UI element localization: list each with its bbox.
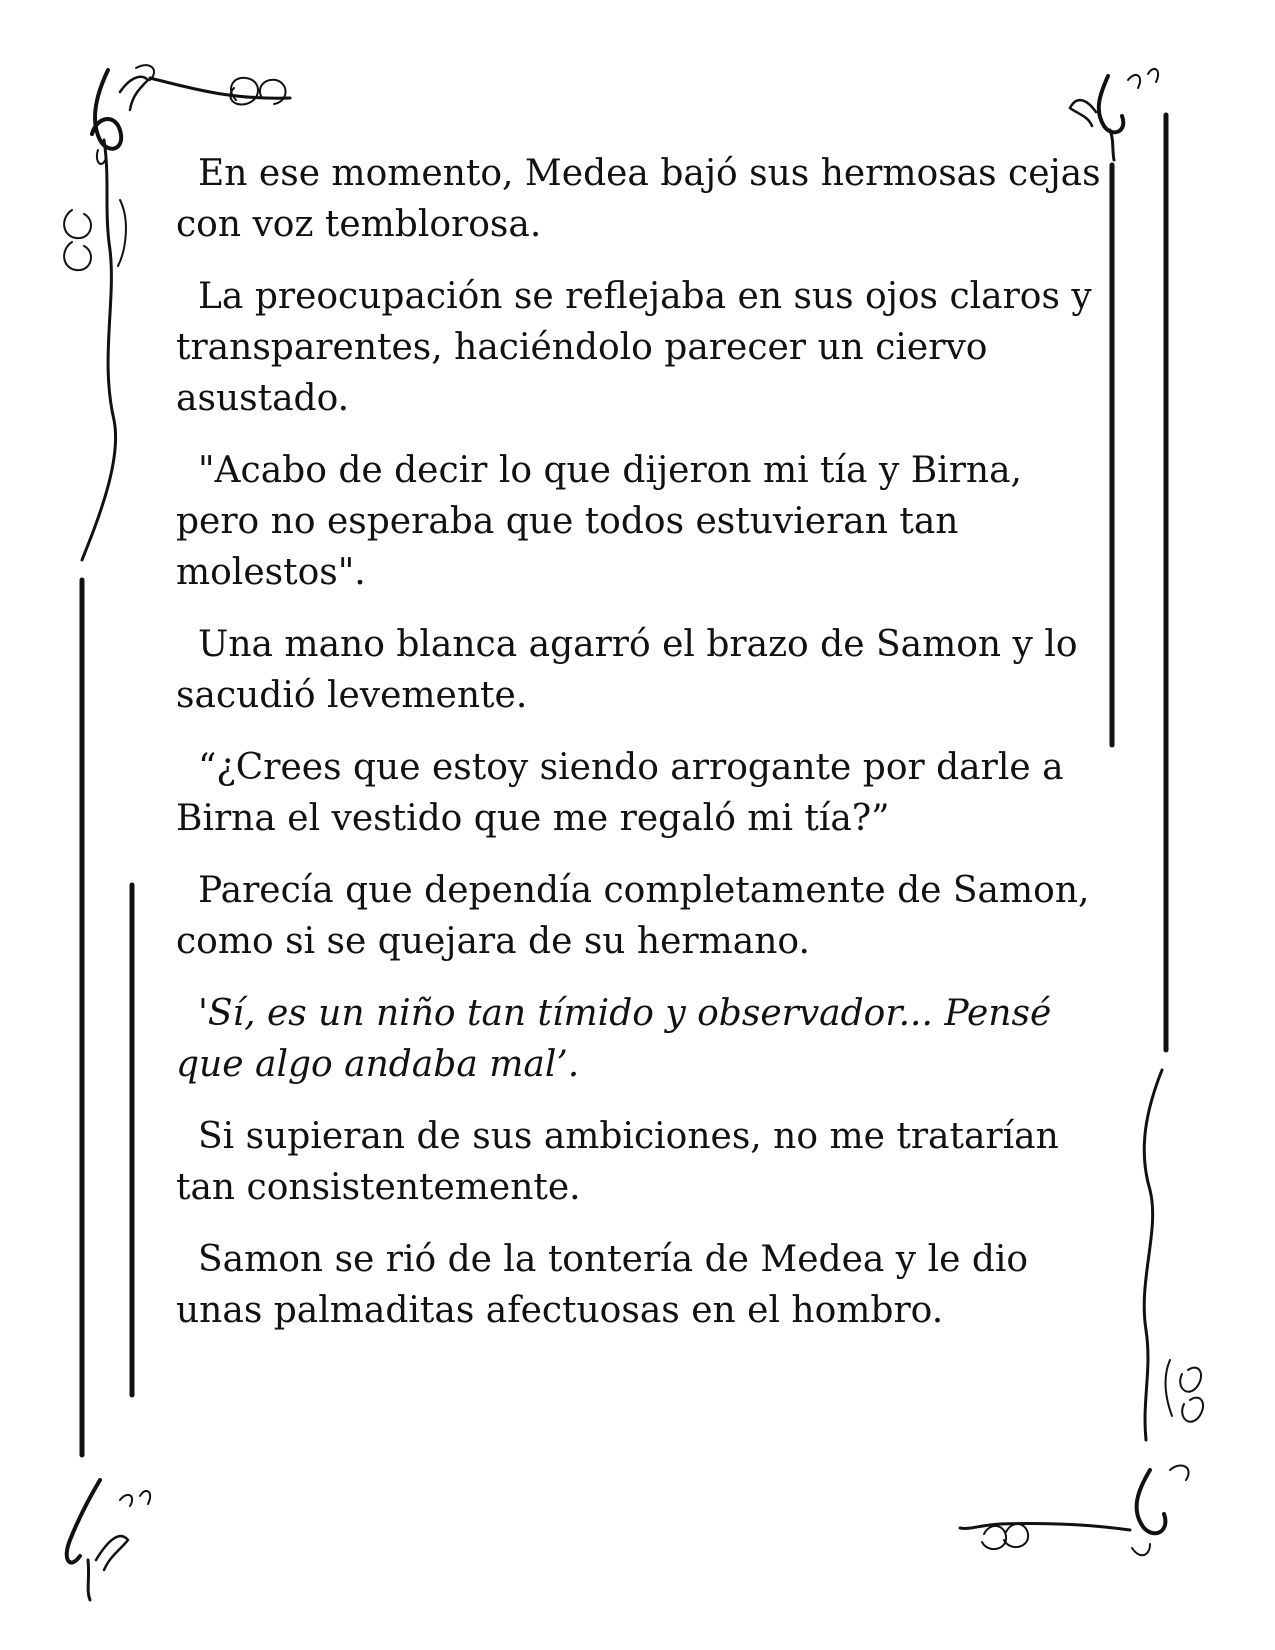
top-right-flourish-ornament — [1070, 69, 1158, 160]
bottom-left-flourish-ornament — [67, 1480, 150, 1600]
paragraph: Si supieran de sus ambiciones, no me tratarían tan consistentemente. — [176, 1116, 1059, 1208]
paragraph: “¿Crees que estoy siendo arrogante por darle a Birna el vestido que me regaló mi tía?” — [176, 747, 1064, 839]
paragraph: La preocupación se reflejaba en sus ojos claros y transparentes, haciéndolo parecer un ciervo asustado. — [176, 276, 1092, 419]
italic-paragraph: 'Sí, es un niño tan tímido y observador... Pensé que algo andaba mal’. — [176, 993, 1052, 1085]
paragraph: Samon se rió de la tontería de Medea y le dio unas palmaditas afectuosas en el hombro. — [176, 1239, 1029, 1331]
paragraph: Parecía que dependía completamente de Samon, como si se quejara de su hermano. — [176, 870, 1090, 962]
body-text — [176, 148, 1116, 1357]
paragraph: En ese momento, Medea bajó sus hermosas cejas con voz temblorosa. — [176, 153, 1101, 245]
paragraph: Una mano blanca agarró el brazo de Samon y lo sacudió levemente. — [176, 624, 1078, 716]
paragraph: "Acabo de decir lo que dijeron mi tía y Birna, pero no esperaba que todos estuvieran tan molestos". — [176, 450, 1022, 593]
